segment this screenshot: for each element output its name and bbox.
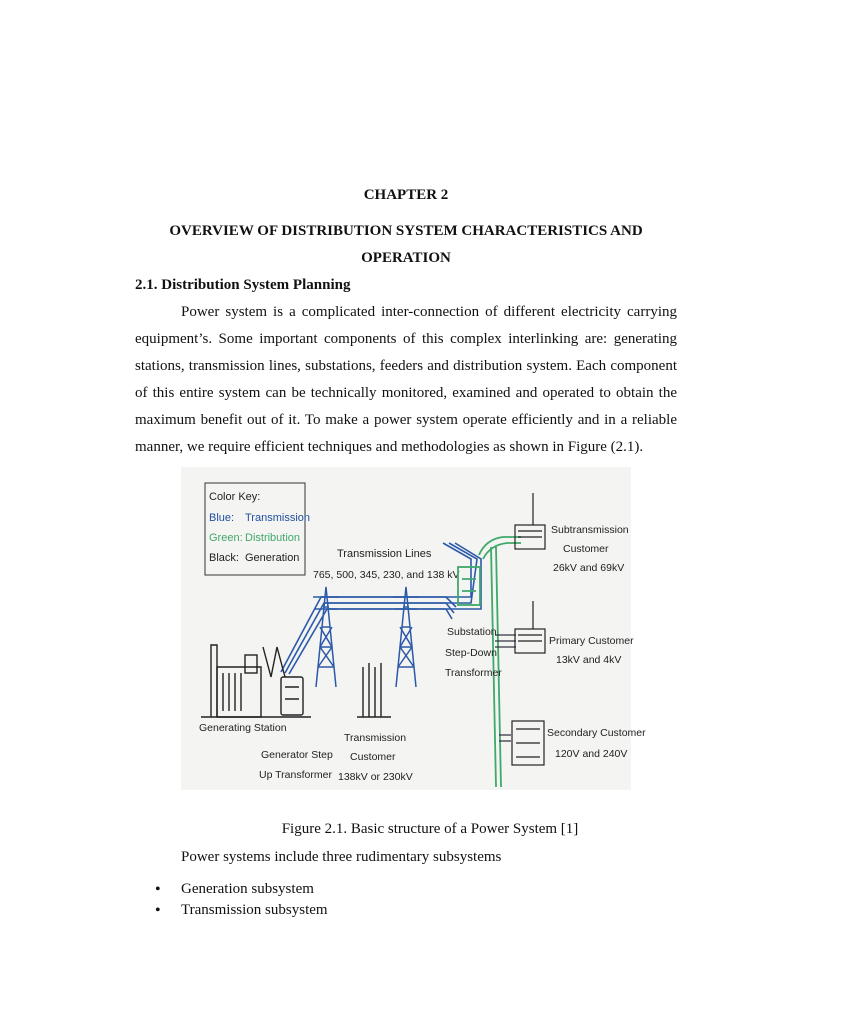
- intro-paragraph: [135, 299, 677, 461]
- transmission-lines-voltages: 765, 500, 345, 230, and 138 kV: [313, 569, 460, 581]
- paragraph-line: of this entire system can be technically monitored, examined and operated to obtain the: [135, 385, 677, 401]
- figure-caption: Figure 2.1. Basic structure of a Power System [1]: [281, 821, 579, 837]
- secondary-customer-label-2: 120V and 240V: [555, 748, 628, 760]
- subtransmission-customer-label-1: Subtransmission: [551, 524, 629, 536]
- list-item: • Transmission subsystem: [135, 900, 328, 921]
- chapter-title-line-1: OVERVIEW OF DISTRIBUTION SYSTEM CHARACTERISTICS AND: [169, 223, 643, 239]
- chapter-title: [140, 218, 672, 272]
- primary-customer-label-1: Primary Customer: [549, 635, 634, 647]
- primary-customer-label-2: 13kV and 4kV: [556, 654, 622, 666]
- color-key-title: Color Key:: [209, 491, 261, 503]
- paragraph-line: manner, we require efficient techniques and methodologies as shown in Figure (2.1).: [135, 439, 644, 455]
- list-item: • Generation subsystem: [135, 879, 328, 900]
- transmission-customer-icon: [357, 663, 391, 717]
- paragraph-line: equipment’s. Some important components of this complex interlinking are: generating: [135, 331, 677, 347]
- transmission-customer-label-2: Customer: [350, 751, 396, 763]
- generator-step-up-label-1: Generator Step: [261, 749, 333, 761]
- chapter-title-line-2: OPERATION: [361, 250, 451, 266]
- paragraph-line: stations, transmission lines, substations, feeders and distribution system. Each component: [135, 358, 677, 374]
- paragraph-line: Power system is a complicated inter-connection of different electricity carrying: [181, 304, 677, 320]
- transmission-lines-label: Transmission Lines: [337, 548, 432, 560]
- transmission-tower-1: [313, 587, 339, 687]
- color-key-label-transmission: Blue:: [209, 512, 235, 524]
- paragraph-line: maximum benefit out of it. To make a power system operate efficiently and in a reliable: [135, 412, 677, 428]
- chapter-heading: CHAPTER 2: [363, 187, 449, 203]
- primary-customer-icon: [515, 601, 545, 653]
- secondary-customer-label-1: Secondary Customer: [547, 727, 646, 739]
- transmission-tower-2: [393, 587, 419, 687]
- color-key-value-transmission: Transmission: [245, 512, 310, 524]
- color-key-label-generation: Black:: [209, 552, 239, 564]
- subtransmission-customer-label-3: 26kV and 69kV: [553, 562, 625, 574]
- section-heading: 2.1. Distribution System Planning: [135, 277, 351, 293]
- power-system-diagram: [181, 467, 646, 790]
- substation-label-2: Step-Down: [445, 647, 497, 659]
- subtransmission-customer-icon: [515, 493, 545, 549]
- color-key-value-distribution: Distribution: [245, 532, 301, 544]
- substation-label-3: Transformer: [445, 667, 502, 679]
- subtransmission-customer-label-2: Customer: [563, 543, 609, 555]
- secondary-customer-icon: [512, 721, 544, 765]
- substation-label-1: Substation: [447, 626, 497, 638]
- generator-step-up-label-2: Up Transformer: [259, 769, 332, 781]
- generator-step-up-transformer-icon: [281, 677, 303, 715]
- subsystems-intro: Power systems include three rudimentary subsystems: [181, 849, 502, 865]
- subsystems-list: [135, 879, 328, 921]
- color-key-label-distribution: Green:: [209, 532, 243, 544]
- color-key-value-generation: Generation: [245, 552, 300, 564]
- transmission-customer-label-3: 138kV or 230kV: [338, 771, 413, 783]
- power-system-figure: [181, 467, 646, 790]
- transmission-customer-label-1: Transmission: [344, 732, 407, 744]
- generating-station-label: Generating Station: [199, 722, 287, 734]
